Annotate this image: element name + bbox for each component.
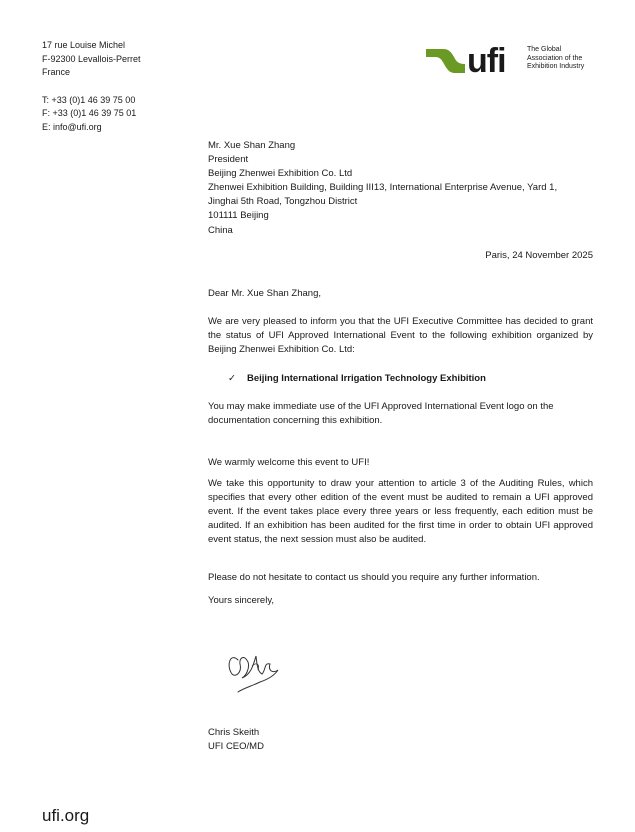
sender-city: F-92300 Levallois-Perret bbox=[42, 53, 141, 64]
salutation: Dear Mr. Xue Shan Zhang, bbox=[208, 288, 322, 299]
footer-website[interactable]: ufi.org bbox=[42, 806, 90, 825]
paragraph-welcome: We warmly welcome this event to UFI! bbox=[208, 457, 370, 468]
paragraph-logo-use: You may make immediate use of the UFI Approved International Event logo on the documentation concerning this exhibition. bbox=[208, 401, 554, 426]
event-bullet bbox=[228, 372, 486, 386]
closing: Yours sincerely, bbox=[208, 595, 275, 606]
letter-date: Paris, 24 November 2025 bbox=[485, 250, 593, 261]
logo-wordmark: ufi bbox=[467, 42, 506, 76]
sender-email: E: info@ufi.org bbox=[42, 121, 102, 132]
signature-scribble bbox=[208, 622, 303, 710]
sender-phone: T: +33 (0)1 46 39 75 00 bbox=[42, 94, 136, 105]
logo-tagline-line-1: The Global bbox=[527, 46, 562, 53]
recipient-name: Mr. Xue Shan Zhang bbox=[208, 140, 296, 151]
event-name: Beijing International Irrigation Technology Exhibition bbox=[247, 373, 486, 384]
logo-tagline bbox=[527, 46, 584, 72]
paragraph-approval: We are very pleased to inform you that the UFI Executive Committee has decided to grant the status of UFI Approved International Event to the following exhibition organized by Beijing Zhenwei Exhibition Co. Ltd: bbox=[208, 316, 593, 355]
logo-tagline-line-2: Association of the bbox=[527, 54, 583, 62]
checkmark-icon: ✓ bbox=[228, 373, 236, 384]
sender-country: France bbox=[42, 67, 71, 77]
recipient-address-line-1: Zhenwei Exhibition Building, Building III13, International Enterprise Avenue, Yard 1, bbox=[208, 182, 558, 194]
paragraph-contact: Please do not hesitate to contact us should you require any further information. bbox=[208, 572, 540, 583]
logo-tagline-line-3: Exhibition Industry bbox=[527, 63, 585, 70]
sender-street: 17 rue Louise Michel bbox=[42, 40, 126, 50]
ufi-logo bbox=[425, 42, 600, 78]
signer-title: UFI CEO/MD bbox=[208, 741, 264, 752]
signer-block bbox=[208, 726, 264, 754]
recipient-postcode-city: 101111 Beijing bbox=[208, 210, 269, 222]
recipient-address-line-2: Jinghai 5th Road, Tongzhou District bbox=[208, 196, 358, 208]
recipient-country: China bbox=[208, 224, 233, 236]
ufi-logo-mark bbox=[425, 42, 527, 76]
logo-green-swoosh bbox=[426, 49, 465, 73]
sender-fax: F: +33 (0)1 46 39 75 01 bbox=[42, 108, 137, 118]
paragraph-auditing: We take this opportunity to draw your attention to article 3 of the Auditing Rules, which specifies that every other edition of the event must be audited to remain a UFI approved event. If the event takes place every three years or less frequently, each edition must be audited. If an exhibition has been audited for the first time in order to obtain UFI approved event status, the next session must also be audited. bbox=[208, 478, 593, 545]
signer-name: Chris Skeith bbox=[208, 727, 260, 738]
recipient-address-block bbox=[208, 139, 557, 238]
sender-address-block bbox=[42, 39, 141, 134]
recipient-title: President bbox=[208, 154, 249, 166]
signature bbox=[208, 622, 303, 710]
recipient-company: Beijing Zhenwei Exhibition Co. Ltd bbox=[208, 168, 353, 180]
